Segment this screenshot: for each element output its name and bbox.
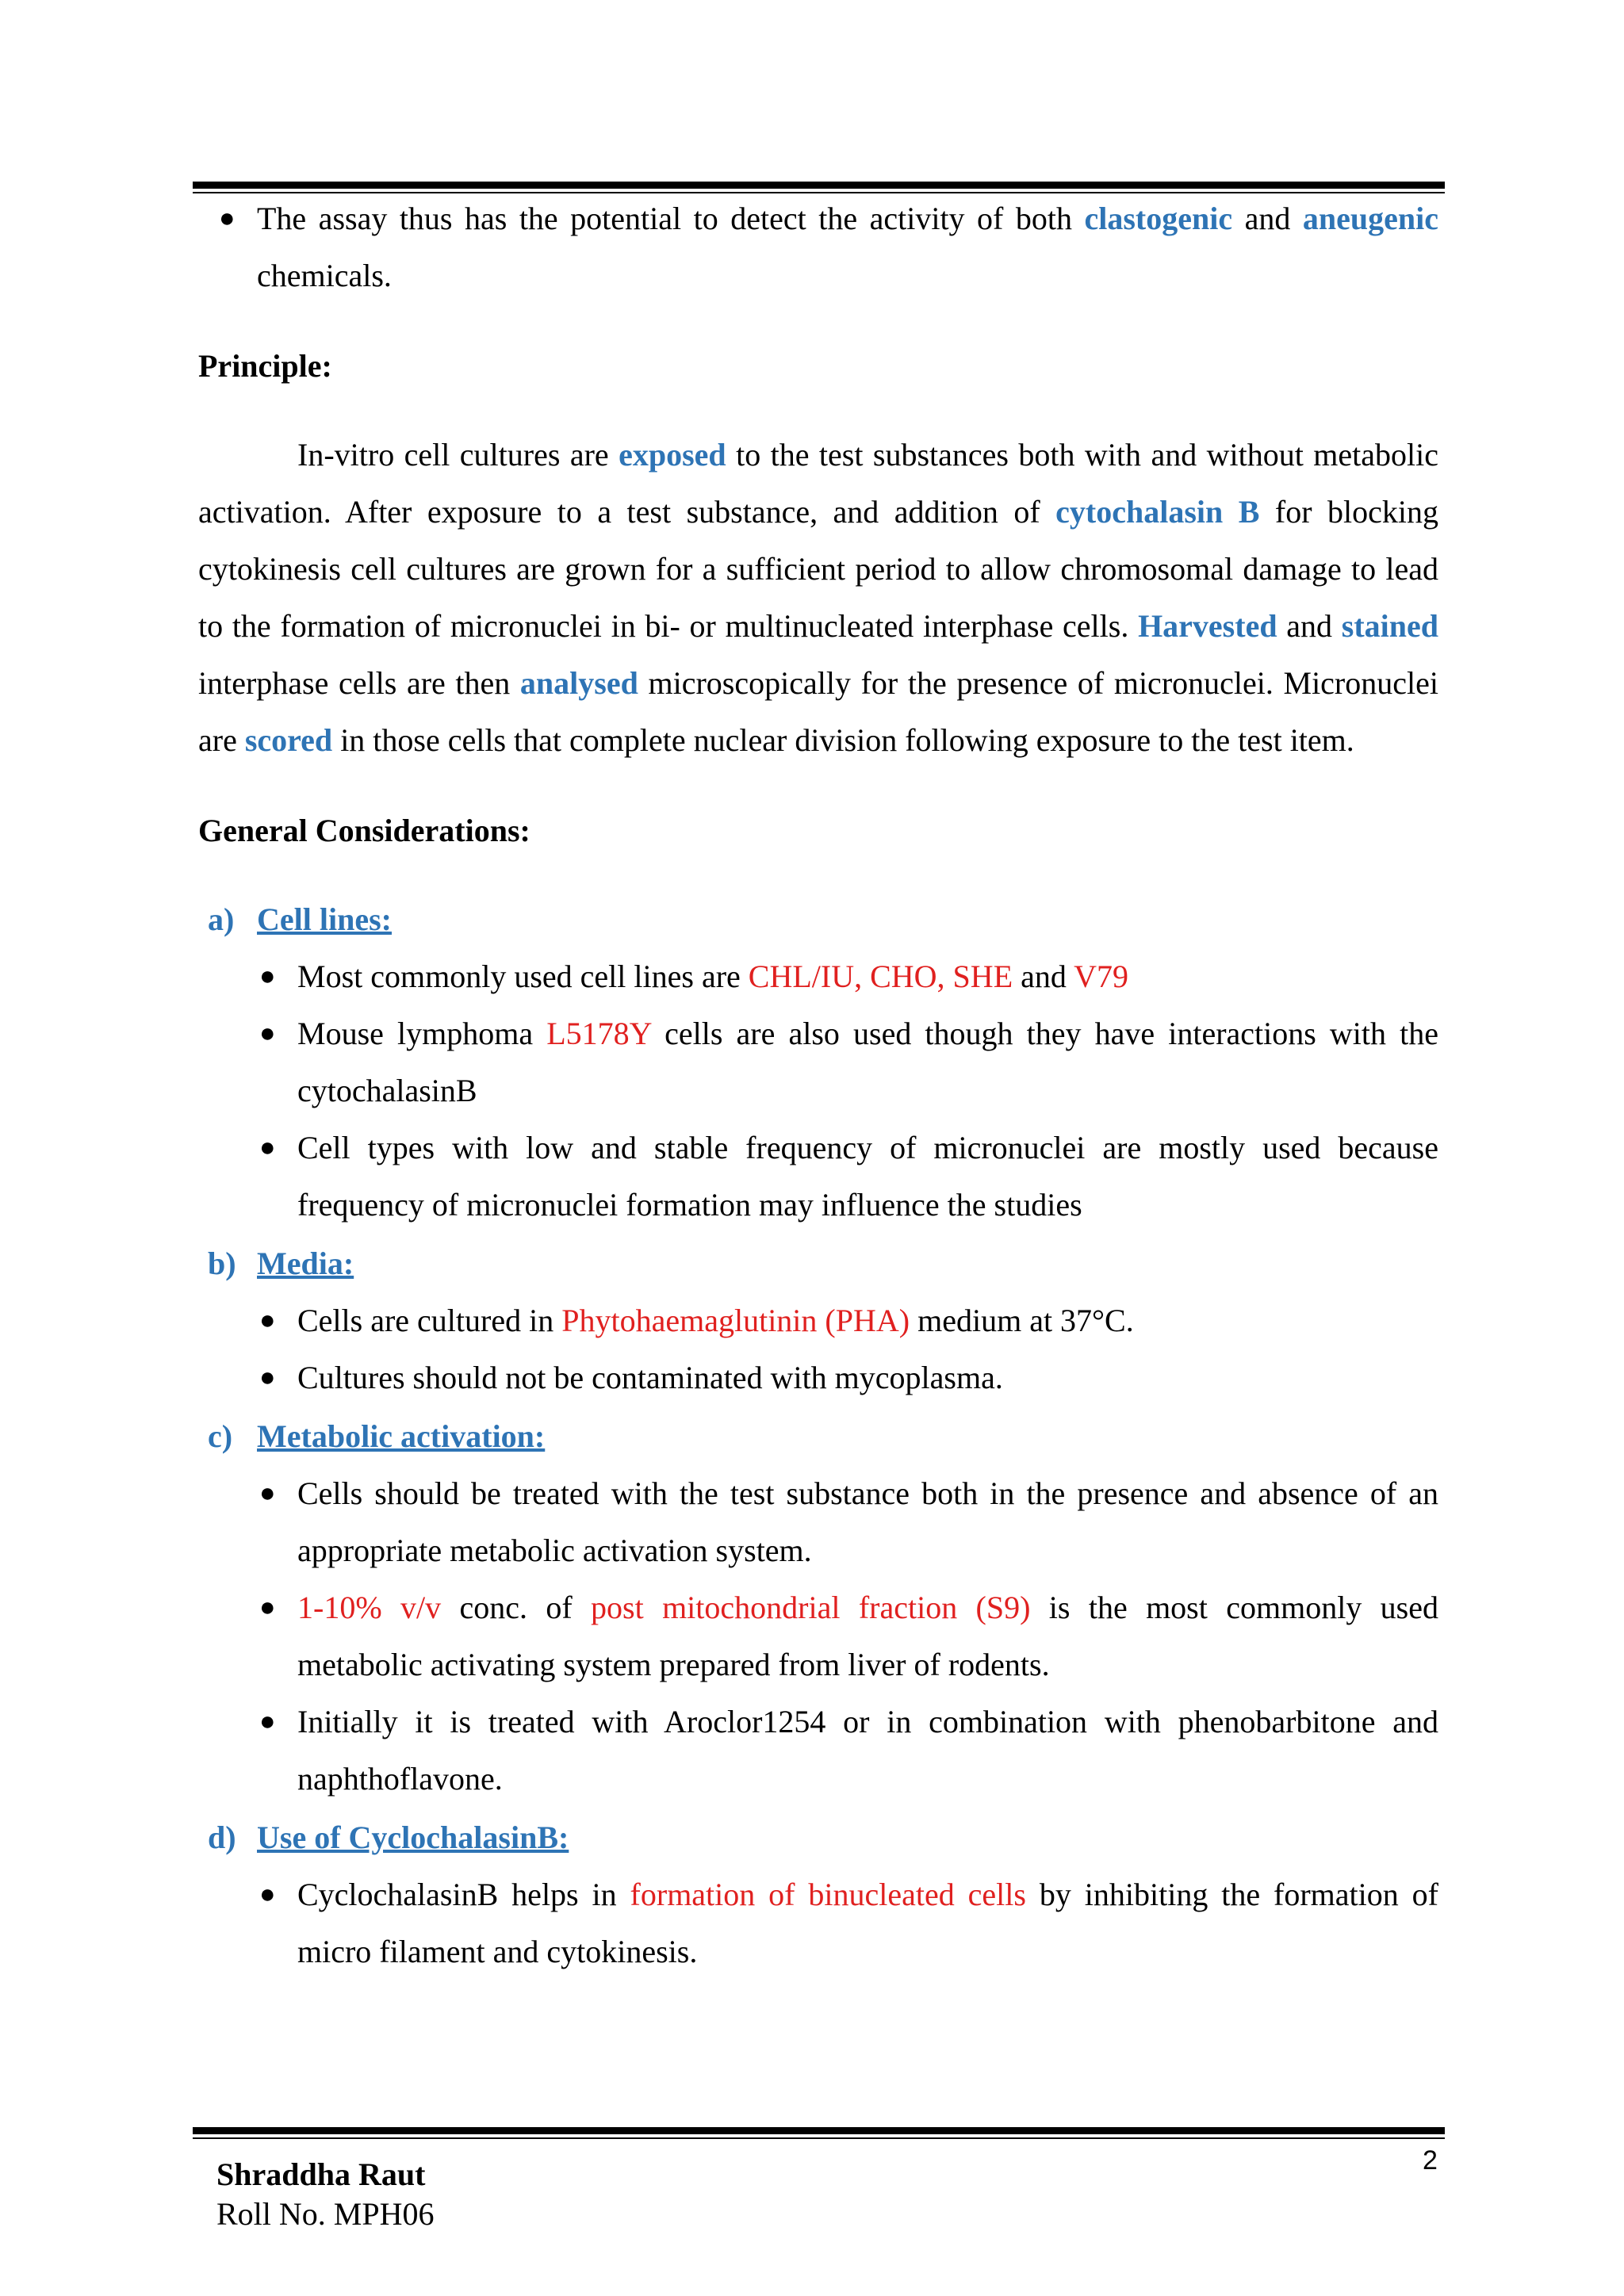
intro-list [198, 190, 1438, 304]
bullet-icon: ● [259, 962, 276, 991]
list-item: ● Cell types with low and stable frequency of micronuclei are mostly used because frequency of micronuclei formation may influence the studies [297, 1119, 1438, 1234]
keyword: aneugenic [1302, 201, 1438, 236]
bullet-icon: ● [259, 1019, 276, 1048]
section-letter: c) [208, 1418, 233, 1454]
list-item: ● Initially it is treated with Aroclor1254 or in combination with phenobarbitone and naphthoflavone. [297, 1693, 1438, 1808]
bullet-icon: ● [259, 1306, 276, 1335]
footer-author-name: Shraddha Raut [216, 2156, 426, 2192]
section-title: Use of CyclochalasinB: [257, 1820, 569, 1855]
list-item: ● Mouse lymphoma L5178Y cells are also used though they have interactions with the cytochalasinB [297, 1005, 1438, 1119]
bullet-icon: ● [259, 1133, 276, 1162]
metabolic-list [198, 1465, 1438, 1808]
keyword: Harvested [1138, 608, 1277, 644]
list-item: ● Cultures should not be contaminated with mycoplasma. [297, 1349, 1438, 1406]
keyword: cytochalasin B [1055, 494, 1260, 530]
intro-bullet: ● The assay thus has the potential to detect the activity of both clastogenic and aneugenic chemicals. [257, 190, 1438, 304]
section-title: Cell lines: [257, 901, 392, 937]
list-item: ● Most commonly used cell lines are CHL/IU, CHO, SHE and V79 [297, 948, 1438, 1005]
principle-heading: Principle: [198, 348, 332, 384]
footer-rule-thick [193, 2127, 1445, 2134]
list-item: ● 1-10% v/v conc. of post mitochondrial fraction (S9) is the most commonly used metabolic activating system prepared from liver of rodents. [297, 1579, 1438, 1693]
section-cyclochalasin [198, 1809, 1438, 1866]
section-cell-lines [198, 891, 1438, 948]
bullet-icon: ● [259, 1479, 276, 1508]
bullet-icon: ● [259, 1593, 276, 1622]
cell-lines-list [198, 948, 1438, 1234]
bullet-icon: ● [219, 204, 236, 233]
section-metabolic-activation [198, 1408, 1438, 1465]
section-letter: b) [208, 1246, 236, 1281]
cyclo-list [198, 1866, 1438, 1980]
list-item: ● CyclochalasinB helps in formation of binucleated cells by inhibiting the formation of micro filament and cytokinesis. [297, 1866, 1438, 1980]
section-title: Metabolic activation: [257, 1418, 546, 1454]
section-title: Media: [257, 1246, 354, 1281]
page-content [198, 190, 1438, 1980]
general-considerations-heading: General Considerations: [198, 813, 530, 848]
footer-roll-number: Roll No. MPH06 [216, 2196, 435, 2232]
keyword: exposed [619, 437, 726, 473]
section-letter: d) [208, 1820, 236, 1855]
bullet-icon: ● [259, 1363, 276, 1392]
footer-rule-thin [193, 2137, 1445, 2139]
keyword: clastogenic [1084, 201, 1233, 236]
bullet-icon: ● [259, 1880, 276, 1909]
header-rule-thick [193, 182, 1445, 189]
page-number: 2 [1423, 2145, 1438, 2175]
principle-paragraph: In-vitro cell cultures are exposed to the test substances both with and without metabolic activation. After exposure to a test substance, and addition of cytochalasin B for blocking cytokinesis cell cultures are grown for a sufficient period to allow chromosomal damage to lead to the formation of micronuclei in bi- or multinucleated interphase cells. Harvested and stained interphase cells are then analysed microscopically for the presence of micronuclei. Micronuclei are scored in those cells that complete nuclear division following exposure to the test item. [198, 437, 1439, 758]
keyword: scored [244, 722, 333, 758]
section-media [198, 1235, 1438, 1292]
section-letter: a) [208, 901, 235, 937]
bullet-icon: ● [259, 1707, 276, 1736]
list-item: ● Cells should be treated with the test substance both in the presence and absence of an appropriate metabolic activation system. [297, 1465, 1438, 1579]
keyword: stained [1341, 608, 1438, 644]
media-list [198, 1292, 1438, 1406]
keyword: analysed [519, 665, 638, 701]
list-item: ● Cells are cultured in Phytohaemaglutinin (PHA) medium at 37°C. [297, 1292, 1438, 1349]
